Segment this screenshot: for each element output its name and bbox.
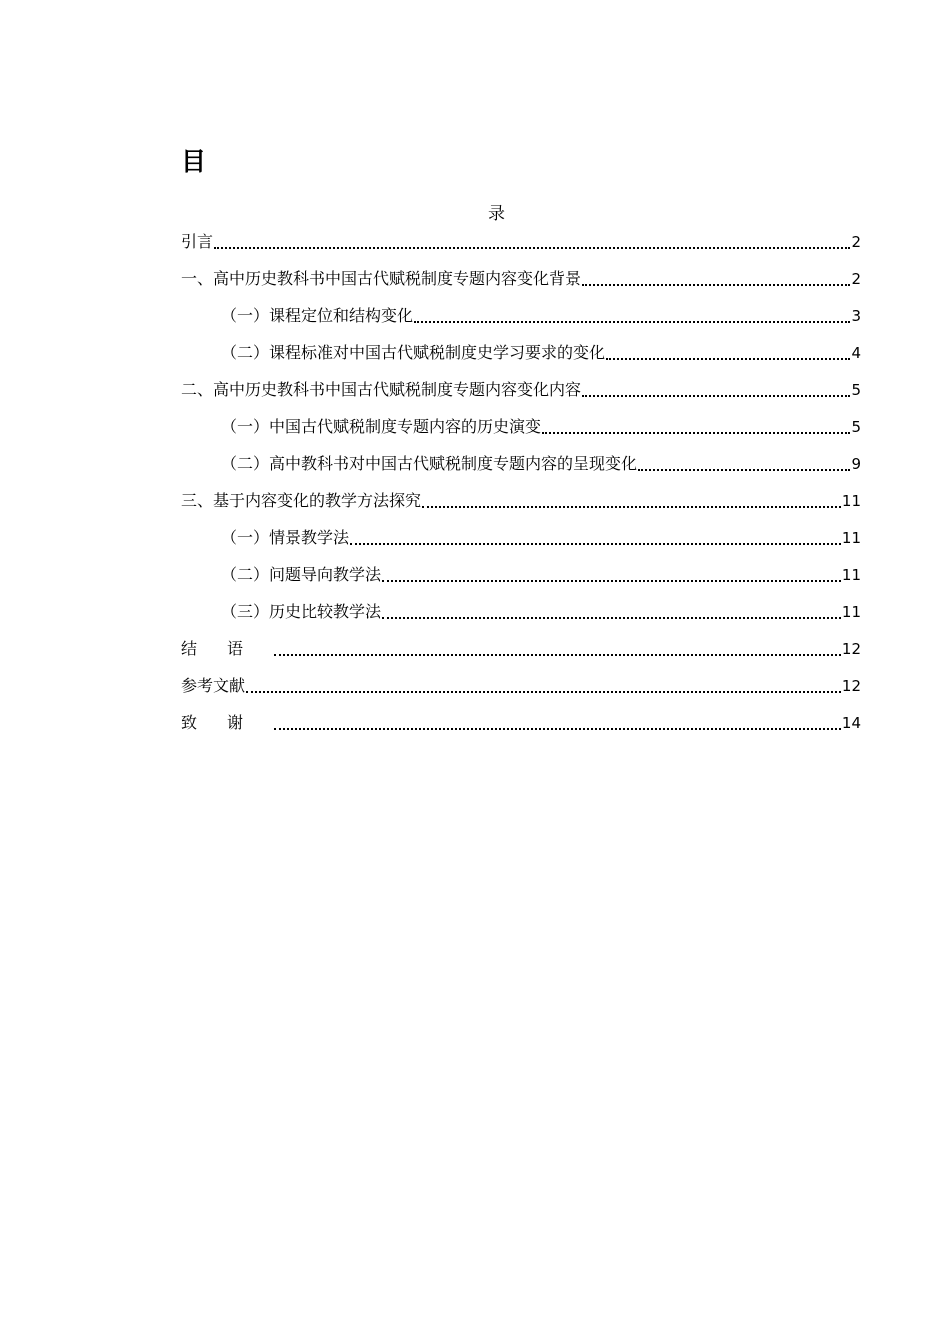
toc-entry-section-2-2[interactable] [181,439,861,476]
toc-entry-label: 结语 [181,639,274,658]
toc-dot-leader [382,617,841,619]
toc-dot-leader [350,543,841,545]
toc-page-number: 3 [851,307,861,325]
toc-page-number: 5 [851,381,861,399]
toc-entry-section-3-1[interactable] [181,513,861,550]
toc-page-number: 12 [841,640,861,658]
toc-dot-leader [542,432,850,434]
toc-page-number: 11 [841,566,861,584]
toc-entry-conclusion[interactable] [181,624,861,661]
toc-dot-leader [382,580,841,582]
toc-page-number: 2 [851,270,861,288]
toc-title-second-char: 录 [488,204,505,224]
toc-page-number: 5 [851,418,861,436]
toc-page-number: 11 [841,529,861,547]
toc-entry-section-3[interactable] [181,476,861,513]
toc-entry-references[interactable] [181,661,861,698]
toc-page-number: 12 [841,677,861,695]
toc-page-number: 14 [841,714,861,732]
toc-dot-leader [214,247,850,249]
toc-dot-leader [414,321,850,323]
toc-entry-section-3-3[interactable] [181,587,861,624]
toc-entry-section-2-1[interactable] [181,402,861,439]
toc-dot-leader [582,395,850,397]
table-of-contents [181,224,861,735]
toc-dot-leader [274,654,841,656]
toc-page-number: 9 [851,455,861,473]
toc-page-number: 4 [851,344,861,362]
toc-entry-intro[interactable] [181,224,861,254]
toc-entry-acknowledgements[interactable] [181,698,861,735]
toc-dot-leader [582,284,850,286]
toc-entry-label: （一）课程定位和结构变化 [221,306,414,325]
toc-entry-label: （二）问题导向教学法 [221,565,382,584]
toc-title-first-char: 目 [181,147,207,176]
toc-entry-label: 致谢 [181,713,274,732]
toc-entry-label: （二）高中教科书对中国古代赋税制度专题内容的呈现变化 [221,454,638,473]
toc-entry-section-1-2[interactable] [181,328,861,365]
toc-dot-leader [638,469,850,471]
toc-entry-section-2[interactable] [181,365,861,402]
toc-entry-label: （一）情景教学法 [221,528,350,547]
toc-entry-section-1-1[interactable] [181,291,861,328]
toc-entry-label: 三、基于内容变化的教学方法探究 [181,491,422,510]
toc-entry-section-3-2[interactable] [181,550,861,587]
toc-entry-section-1[interactable] [181,254,861,291]
toc-entry-label: 二、高中历史教科书中国古代赋税制度专题内容变化内容 [181,380,582,399]
toc-dot-leader [422,506,841,508]
toc-entry-label: （三）历史比较教学法 [221,602,382,621]
toc-entry-label: 一、高中历史教科书中国古代赋税制度专题内容变化背景 [181,269,582,288]
toc-page-number: 2 [851,233,861,251]
toc-entry-label: （二）课程标准对中国古代赋税制度史学习要求的变化 [221,343,606,362]
toc-page-number: 11 [841,492,861,510]
toc-page-number: 11 [841,603,861,621]
toc-entry-label: 引言 [181,232,214,251]
toc-dot-leader [274,728,841,730]
toc-entry-label: 参考文献 [181,676,246,695]
toc-dot-leader [246,691,841,693]
toc-dot-leader [606,358,850,360]
toc-entry-label: （一）中国古代赋税制度专题内容的历史演变 [221,417,542,436]
